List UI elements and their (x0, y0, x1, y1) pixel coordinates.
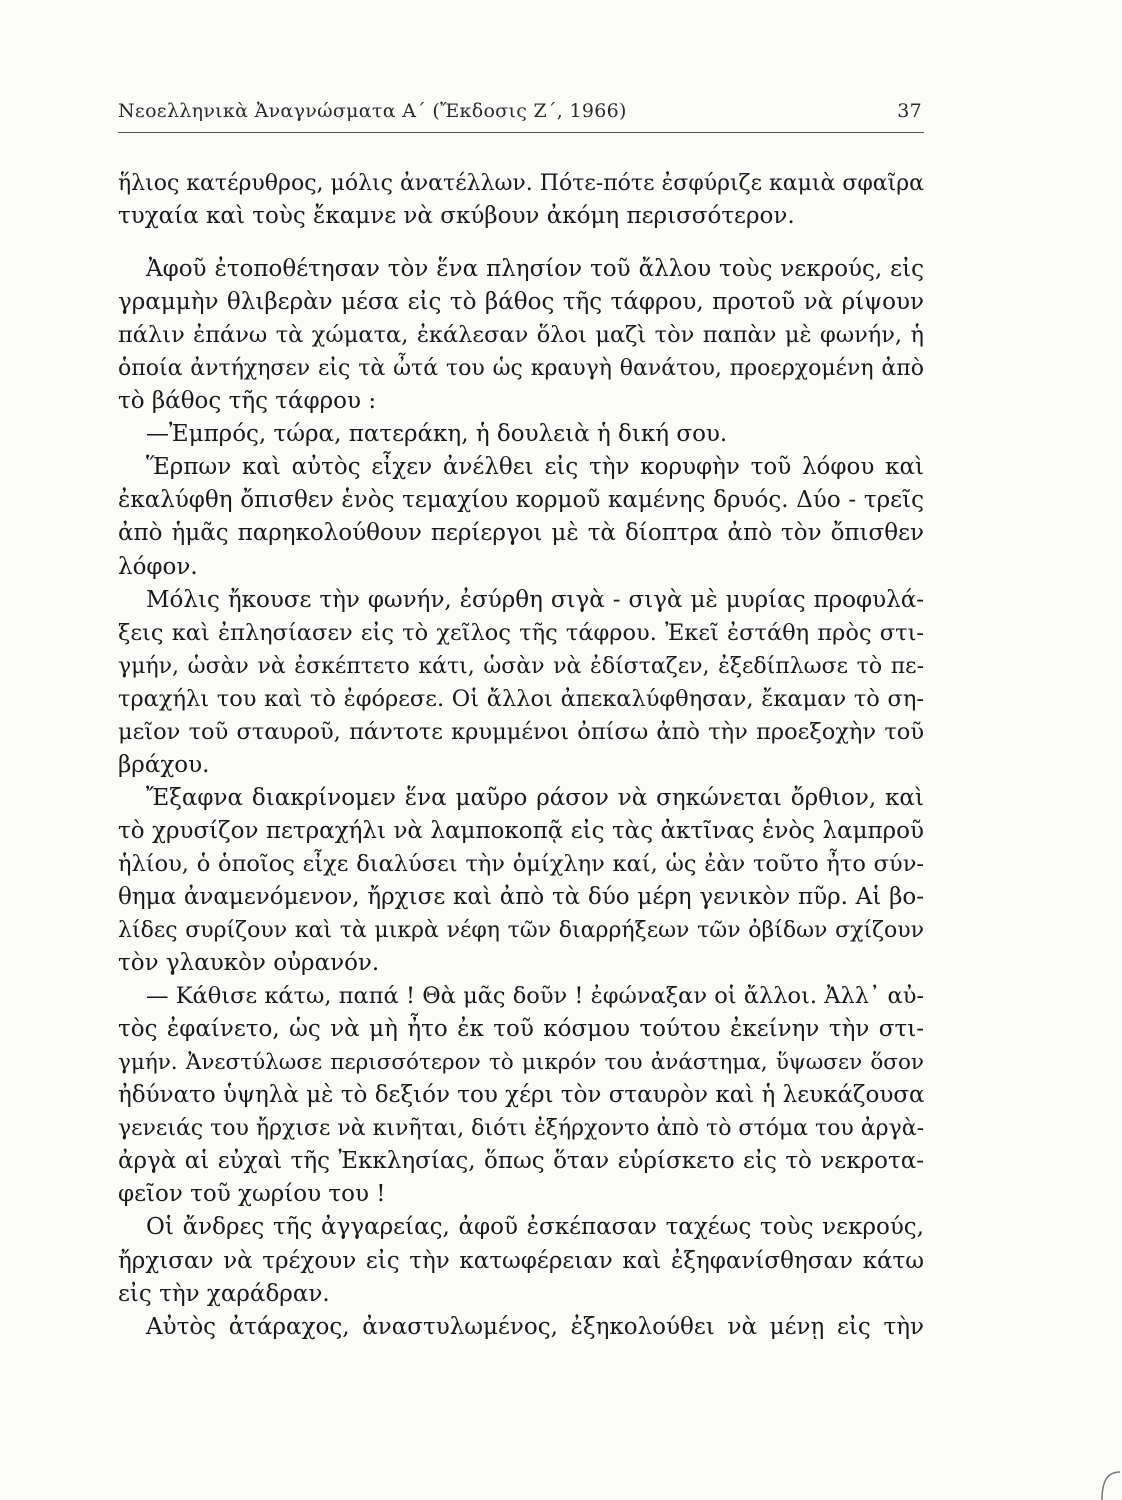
text-line: γμήν. Ἀνεστύλωσε περισσότερον τὸ μικρόν του ἀνάστημα, ὕψωσεν ὅσον (118, 1050, 924, 1076)
text-line: Αὐτὸς ἀτάραχος, ἀναστυλωμένος, ἐξηκολούθει νὰ μένῃ εἰς τὴν (146, 1313, 924, 1340)
text-line: τὸ χρυσίζον πετραχήλι νὰ λαμποκοπᾷ εἰς τὰς ἀκτῖνας ἑνὸς λαμπροῦ (118, 817, 924, 844)
text-line: — Κάθισε κάτω, παπά ! Θὰ μᾶς δοῦν ! ἐφώναξαν οἱ ἄλλοι. Ἀλλ᾽ αὐ- (146, 983, 924, 1010)
text-line: γμήν, ὡσὰν νὰ ἐσκέπτετο κάτι, ὡσὰν νὰ ἐδίσταζεν, ἐξεδίπλωσε τὸ πε- (118, 653, 924, 679)
text-line: γραμμὴν θλιβερὰν μέσα εἰς τὸ βάθος τῆς τάφρου, προτοῦ νὰ ρίψουν (118, 289, 924, 316)
text-line: γενειάς του ἤρχισε νὰ κινῆται, διότι ἐξήρχοντο ἀπὸ τὸ στόμα του ἀργὰ- (118, 1116, 925, 1142)
text-line: Ἕρπων καὶ αὐτὸς εἶχεν ἀνέλθει εἰς τὴν κορυφὴν τοῦ λόφου καὶ (146, 454, 924, 481)
text-line: Μόλις ἤκουσε τὴν φωνήν, ἐσύρθη σιγὰ - σιγὰ μὲ μυρίας προφυλά- (146, 586, 924, 613)
text-line: λόφον. (118, 553, 198, 580)
text-line: —Ἐμπρός, τώρα, πατεράκη, ἡ δουλειὰ ἡ δική σου. (146, 421, 728, 448)
text-line: εἰς τὴν χαράδραν. (118, 1280, 330, 1307)
page-number: 37 (897, 100, 922, 122)
text-line: θημα ἀναμενόμενον, ἤρχισε καὶ ἀπὸ τὰ δύο μέρη γενικὸν πῦρ. Αἱ βο- (118, 883, 924, 910)
text-line: ἐκαλύφθη ὄπισθεν ἑνὸς τεμαχίου κορμοῦ καμένης δρυός. Δύο - τρεῖς (118, 487, 924, 514)
paragraph-gap (118, 233, 924, 253)
text-line: ἠδύνατο ὑψηλὰ μὲ τὸ δεξιόν του χέρι τὸν σταυρὸν καὶ ἡ λευκάζουσα (118, 1082, 925, 1109)
text-line: ξεις καὶ ἐπλησίασεν εἰς τὸ χεῖλος τῆς τάφρου. Ἐκεῖ ἐστάθη πρὸς στι- (118, 619, 924, 646)
text-line: ὁποία ἀντήχησεν εἰς τὰ ὦτά του ὡς κραυγὴ θανάτου, προερχομένη ἀπὸ (118, 356, 924, 382)
text-line: τραχήλι του καὶ τὸ ἐφόρεσε. Οἱ ἄλλοι ἀπεκαλύφθησαν, ἔκαμαν τὸ ση- (118, 685, 924, 712)
header-title: Νεοελληνικὰ Ἀναγνώσματα Α΄ (Ἔκδοσις Ζ΄, 1966) (118, 100, 627, 122)
corner-scan-mark (1062, 1460, 1122, 1500)
header-rule (118, 132, 924, 133)
text-line: ἀπὸ ἡμᾶς παρηκολούθουν περίεργοι μὲ τὰ δίοπτρα ἀπὸ τὸν ὄπισθεν (118, 520, 924, 547)
text-line: πάλιν ἐπάνω τὰ χώματα, ἐκάλεσαν ὅλοι μαζὶ τὸν παπὰν μὲ φωνήν, ἡ (118, 322, 924, 349)
running-header (118, 100, 922, 130)
text-line: τὸς ἐφαίνετο, ὡς νὰ μὴ ἦτο ἐκ τοῦ κόσμου τούτου ἐκείνην τὴν στι- (118, 1016, 924, 1043)
text-line: Οἱ ἄνδρες τῆς ἀγγαρείας, ἀφοῦ ἐσκέπασαν ταχέως τοὺς νεκρούς, (146, 1214, 924, 1241)
text-line: Ἔξαφνα διακρίνομεν ἕνα μαῦρο ράσον νὰ σηκώνεται ὄρθιον, καὶ (146, 784, 924, 811)
text-line: λίδες συρίζουν καὶ τὰ μικρὰ νέφη τῶν διαρρήξεων τῶν ὀβίδων σχίζουν (118, 918, 924, 944)
text-line: τὸν γλαυκὸν οὐρανόν. (118, 950, 380, 977)
text-line: τὸ βάθος τῆς τάφρου : (118, 388, 377, 415)
text-line: βράχου. (118, 751, 210, 778)
text-line: ἤρχισαν νὰ τρέχουν εἰς τὴν κατωφέρειαν καὶ ἐξηφανίσθησαν κάτω (118, 1247, 924, 1274)
text-line: Ἀφοῦ ἐτοποθέτησαν τὸν ἕνα πλησίον τοῦ ἄλλου τοὺς νεκρούς, εἰς (146, 256, 924, 283)
text-line: φεῖον τοῦ χωρίου του ! (118, 1181, 386, 1208)
text-line: ἥλιος κατέρυθρος, μόλις ἀνατέλλων. Πότε-πότε ἐσφύριζε καμιὰ σφαῖρα (118, 171, 925, 196)
body-text (118, 167, 924, 1344)
text-line: ἀργὰ αἱ εὐχαὶ τῆς Ἐκκλησίας, ὅπως ὅταν εὑρίσκετο εἰς τὸ νεκροτα- (118, 1148, 924, 1175)
text-line: μεῖον τοῦ σταυροῦ, πάντοτε κρυμμένοι ὀπίσω ἀπὸ τὴν προεξοχὴν τοῦ (118, 718, 924, 745)
text-line: ἡλίου, ὁ ὁποῖος εἶχε διαλύσει τὴν ὁμίχλην καί, ὡς ἐὰν τοῦτο ἦτο σύν- (118, 850, 924, 877)
text-line: τυχαία καὶ τοὺς ἔκαμνε νὰ σκύβουν ἀκόμη περισσότερον. (118, 203, 795, 230)
